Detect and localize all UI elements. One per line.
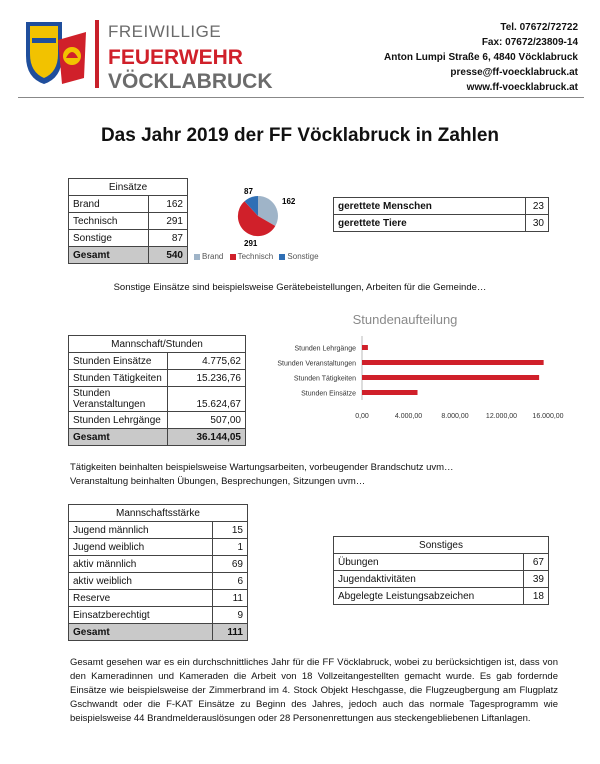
fire-brigade-logo — [22, 18, 92, 88]
row-label: Abgelegte Leistungsabzeichen — [334, 588, 524, 605]
tick-label: 0,00 — [355, 413, 369, 420]
table-header: Sonstiges — [334, 537, 549, 554]
bar — [362, 375, 539, 380]
row-label: Reserve — [69, 590, 213, 607]
pie-label-technisch: 291 — [244, 239, 258, 248]
sonstiges-table — [333, 536, 549, 605]
table-row — [69, 230, 188, 247]
table-header: Mannschaftsstärke — [69, 505, 248, 522]
legend-swatch-sonstige — [279, 254, 285, 260]
row-value: 1 — [213, 539, 248, 556]
row-label: Einsatzberechtigt — [69, 607, 213, 624]
row-label: Jugend weiblich — [69, 539, 213, 556]
note-sonstige: Sonstige Einsätze sind beispielsweise Gerätebeistellungen, Arbeiten für die Gemeinde… — [113, 282, 487, 293]
page-title: Das Jahr 2019 der FF Vöcklabruck in Zahlen — [100, 125, 500, 146]
row-value: 69 — [213, 556, 248, 573]
tick-label: 12.000,00 — [485, 413, 518, 420]
table-row — [69, 370, 246, 387]
note-taetigkeiten: Tätigkeiten beinhalten beispielsweise Wartungsarbeiten, vorbeugender Brandschutz uvm… — [70, 462, 454, 473]
bar — [362, 390, 418, 395]
row-value: 67 — [524, 554, 549, 571]
table-row — [69, 539, 248, 556]
row-label: gerettete Menschen — [334, 198, 526, 215]
bar — [362, 345, 368, 350]
contact-email[interactable]: presse@ff-voecklabruck.at — [450, 67, 578, 78]
row-label: Brand — [69, 196, 149, 213]
total-value: 540 — [149, 247, 188, 264]
total-value: 36.144,05 — [168, 429, 246, 446]
category-label: Stunden Tätigkeiten — [293, 375, 356, 383]
total-label: Gesamt — [69, 247, 149, 264]
org-name-line1: FREIWILLIGE — [108, 22, 222, 41]
row-label: aktiv männlich — [69, 556, 213, 573]
gerettet-table — [333, 197, 549, 232]
tick-label: 16.000,00 — [532, 413, 564, 420]
table-row — [69, 412, 246, 429]
table-row — [69, 573, 248, 590]
table-row — [334, 554, 549, 571]
contact-address: Anton Lumpi Straße 6, 4840 Vöcklabruck — [384, 52, 578, 63]
legend-swatch-technisch — [230, 254, 236, 260]
table-row — [334, 198, 549, 215]
pie-label-brand: 162 — [282, 197, 296, 206]
table-row — [334, 215, 549, 232]
chart-title: Stundenaufteilung — [352, 312, 458, 327]
stunden-bar-chart — [250, 306, 564, 426]
row-label: Stunden Lehrgänge — [69, 412, 168, 429]
category-label: Stunden Veranstaltungen — [277, 360, 356, 368]
summary-paragraph: Gesamt gesehen war es ein durchschnittliches Jahr für die FF Vöcklabruck, wobei zu berücksichtigen ist, dass von den Kameradinnen und Kameraden die Arbeit von 18 Vollzeitangestellten gemacht wurde. Es gab fordernde Einsätze wie beispielsweise der Zimmerbrand im 4. Stock Objekt Heschgasse, die Flugzeugbergung am Flugplatz Gschwandt oder die F-KAT Einsätze zu Beginn des Jahres, jedoch auch das normale Tagesprogramm wie beispielsweise 44 Brandmelderauslösungen oder 28 Personenrettungen aus steckengebliebenen Liftanlagen. — [70, 657, 558, 724]
row-value: 162 — [149, 196, 188, 213]
table-row — [69, 353, 246, 370]
pie-chart — [218, 186, 318, 253]
row-label: Stunden Tätigkeiten — [69, 370, 168, 387]
row-label: Übungen — [334, 554, 524, 571]
table-header: Einsätze — [69, 179, 188, 196]
table-row — [334, 588, 549, 605]
row-label: aktiv weiblich — [69, 573, 213, 590]
row-value: 18 — [524, 588, 549, 605]
row-value: 507,00 — [168, 412, 246, 429]
einsaetze-table — [68, 178, 188, 264]
table-total-row — [69, 247, 188, 264]
row-value: 6 — [213, 573, 248, 590]
contact-tel: Tel. 07672/72722 — [500, 22, 578, 33]
table-row — [69, 522, 248, 539]
row-value: 15.624,67 — [168, 387, 246, 412]
row-value: 39 — [524, 571, 549, 588]
row-label: Stunden Einsätze — [69, 353, 168, 370]
table-row — [69, 196, 188, 213]
category-label: Stunden Einsätze — [301, 390, 356, 398]
category-label: Stunden Lehrgänge — [294, 345, 356, 353]
org-name-line3: VÖCKLABRUCK — [108, 70, 273, 93]
table-row — [69, 556, 248, 573]
row-value: 23 — [526, 198, 549, 215]
total-label: Gesamt — [69, 429, 168, 446]
contact-block — [384, 20, 578, 95]
row-value: 4.775,62 — [168, 353, 246, 370]
mannschaft-table — [68, 504, 248, 641]
row-label: Jugend männlich — [69, 522, 213, 539]
legend-swatch-brand — [194, 254, 200, 260]
legend-sonstige: Sonstige — [287, 252, 319, 261]
legend-brand: Brand — [202, 252, 224, 261]
table-row — [69, 590, 248, 607]
row-value: 15 — [213, 522, 248, 539]
table-total-row — [69, 429, 246, 446]
org-name-line2: FEUERWEHR — [108, 46, 243, 69]
row-value: 87 — [149, 230, 188, 247]
total-label: Gesamt — [69, 624, 213, 641]
table-total-row — [69, 624, 248, 641]
contact-fax: Fax: 07672/23809-14 — [481, 37, 578, 48]
total-value: 111 — [213, 624, 248, 641]
row-label: Sonstige — [69, 230, 149, 247]
row-value: 15.236,76 — [168, 370, 246, 387]
table-row — [69, 387, 246, 412]
stunden-table — [68, 335, 246, 446]
row-value: 11 — [213, 590, 248, 607]
table-row — [334, 571, 549, 588]
tick-label: 4.000,00 — [394, 413, 423, 420]
table-header: Mannschaft/Stunden — [69, 336, 246, 353]
pie-legend — [190, 252, 319, 261]
row-value: 9 — [213, 607, 248, 624]
table-row — [69, 607, 248, 624]
pie-label-sonstige: 87 — [244, 187, 253, 196]
tick-label: 8.000,00 — [441, 413, 469, 420]
note-veranstaltung: Veranstaltung beinhalten Übungen, Besprechungen, Sitzungen uvm… — [70, 476, 366, 487]
bar — [362, 360, 544, 365]
header-divider — [95, 20, 99, 88]
table-row — [69, 213, 188, 230]
row-value: 291 — [149, 213, 188, 230]
contact-web[interactable]: www.ff-voecklabruck.at — [466, 82, 578, 93]
header-rule — [18, 97, 584, 98]
row-label: Jugendaktivitäten — [334, 571, 524, 588]
row-label: Stunden Veranstaltungen — [69, 387, 168, 412]
row-value: 30 — [526, 215, 549, 232]
row-label: Technisch — [69, 213, 149, 230]
row-label: gerettete Tiere — [334, 215, 526, 232]
legend-technisch: Technisch — [237, 252, 274, 261]
